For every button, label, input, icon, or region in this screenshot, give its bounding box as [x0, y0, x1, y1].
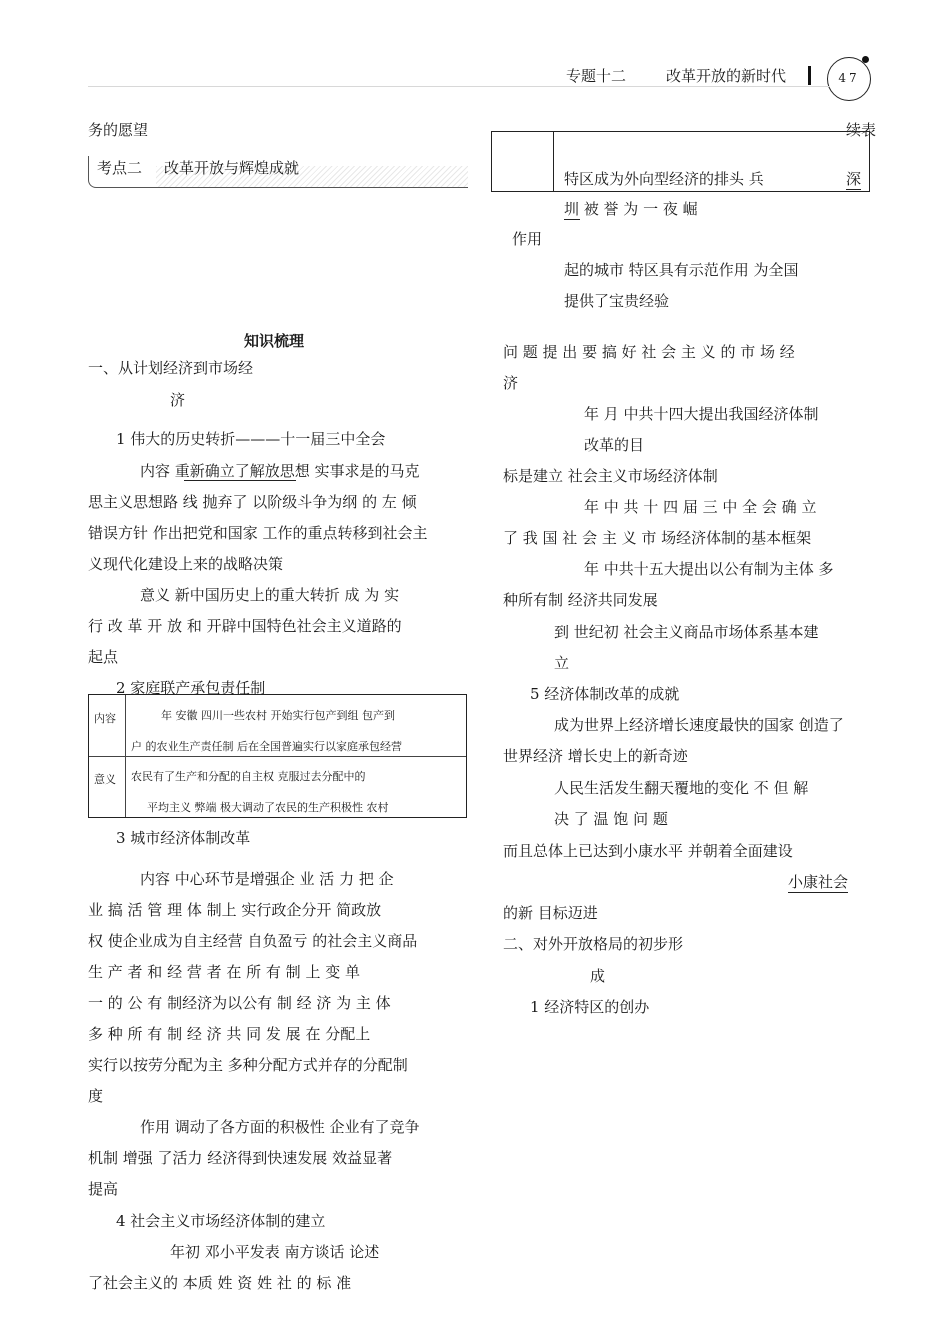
s4-title: 4 社会主义市场经济体制的建立 [116, 1212, 326, 1230]
box-line2: 圳 被 誉 为 一 夜 崛 [564, 200, 698, 218]
r-line10: 到 世纪初 社会主义商品市场体系基本建 [554, 623, 819, 641]
header-bar [808, 66, 811, 85]
table-row2-label: 意义 [94, 773, 116, 786]
table-row2-line2: 平均主义 弊端 极大调动了农民的生产积极性 农村 [147, 801, 389, 814]
header-topic: 专题十二 [566, 67, 627, 85]
s4-line1: 年初 邓小平发表 南方谈话 论述 [170, 1243, 380, 1261]
s4-line2: 了社会主义的 本质 姓 资 姓 社 的 标 准 [88, 1274, 352, 1292]
s1-line3: 错误方针 作出把党和国家 工作的重点转移到社会主 [88, 524, 428, 542]
r-line16: 而且总体上已达到小康水平 并朝着全面建设 [503, 842, 793, 860]
table-divider-v [125, 695, 126, 817]
r-line1: 问 题 提 出 要 搞 好 社 会 主 义 的 市 场 经 [503, 343, 795, 361]
kaodian-label: 考点二 [97, 159, 143, 177]
sec2-title-b: 成 [590, 967, 606, 985]
box-label: 作用 [512, 230, 543, 248]
s1-line5: 意义 新中国历史上的重大转折 成 为 实 [140, 586, 400, 604]
r-line6: 年 中 共 十 四 届 三 中 全 会 确 立 [584, 498, 817, 516]
r-line12: 成为世界上经济增长速度最快的国家 创造了 [554, 716, 844, 734]
table-row1-label: 内容 [94, 712, 116, 725]
s3-line10: 机制 增强 了活力 经济得到快速发展 效益显著 [88, 1149, 393, 1167]
s1-line6: 行 改 革 开 放 和 开辟中国特色社会主义道路的 [88, 617, 402, 635]
kaodian-title: 改革开放与辉煌成就 [164, 159, 300, 177]
r-line5: 标是建立 社会主义市场经济体制 [503, 467, 718, 485]
continued-table-divider [553, 132, 554, 191]
page-number-dot [862, 56, 869, 63]
s3-line6: 多 种 所 有 制 经 济 共 同 发 展 在 分配上 [88, 1025, 371, 1043]
s3-line7: 实行以按劳分配为主 多种分配方式并存的分配制 [88, 1056, 408, 1074]
box-line1: 特区成为外向型经济的排头 兵 [564, 170, 764, 188]
s1-line4: 义现代化建设上来的战略决策 [88, 555, 284, 573]
s2-title: 2 家庭联产承包责任制 [116, 679, 266, 697]
s3-line4: 生 产 者 和 经 营 者 在 所 有 制 上 变 单 [88, 963, 360, 981]
table-divider-h [89, 756, 466, 757]
s1-title: 1 伟大的历史转折———十一届三中全会 [116, 430, 386, 448]
intro-text: 务的愿望 [88, 121, 149, 139]
s3-title: 3 城市经济体制改革 [116, 829, 251, 847]
r-line8: 年 中共十五大提出以公有制为主体 多 [584, 560, 834, 578]
section-heading: 知识梳理 [244, 332, 305, 350]
r-line17: 小康社会 [788, 873, 849, 891]
box-line3: 起的城市 特区具有示范作用 为全国 [564, 261, 799, 279]
r-line14: 人民生活发生翻天覆地的变化 不 但 解 [554, 779, 809, 797]
sec1-title-b: 济 [170, 391, 186, 409]
s3-line1: 内容 中心环节是增强企 业 活 力 把 企 [140, 870, 394, 888]
table-row1-line1: 年 安徽 四川一些农村 开始实行包产到组 包产到 [161, 709, 395, 722]
s6-title: 1 经济特区的创办 [530, 998, 650, 1016]
s3-line11: 提高 [88, 1180, 119, 1198]
s3-line8: 度 [88, 1087, 104, 1105]
responsibility-table [88, 694, 467, 818]
r-line3: 年 月 中共十四大提出我国经济体制 [584, 405, 819, 423]
box-line1-right: 深 [846, 170, 862, 188]
sec2-title-a: 二、对外开放格局的初步形 [503, 935, 684, 953]
r-line13: 世界经济 增长史上的新奇迹 [503, 747, 688, 765]
r-line4: 改革的目 [584, 436, 645, 454]
s3-line2: 业 搞 活 管 理 体 制上 实行政企分开 简政放 [88, 901, 382, 919]
table-row1-line2: 户 的农业生产责任制 后在全国普遍实行以家庭承包经营 [131, 740, 402, 753]
header-rule [88, 86, 830, 87]
s5-title: 5 经济体制改革的成就 [530, 685, 680, 703]
underline [184, 480, 296, 481]
continued-label: 续表 [846, 121, 877, 139]
r-line15: 决 了 温 饱 问 题 [554, 810, 668, 828]
r-line11: 立 [554, 654, 570, 672]
r-line7: 了 我 国 社 会 主 义 市 场经济体制的基本框架 [503, 529, 812, 547]
s1-line1: 内容 重新确立了解放思想 实事求是的马克 [140, 462, 420, 480]
r-line18: 的新 目标迈进 [503, 904, 598, 922]
box-line4: 提供了宝贵经验 [564, 292, 670, 310]
s3-line5: 一 的 公 有 制经济为以公有 制 经 济 为 主 体 [88, 994, 391, 1012]
r-line9: 种所有制 经济共同发展 [503, 591, 658, 609]
s3-line3: 权 使企业成为自主经营 自负盈亏 的社会主义商品 [88, 932, 418, 950]
page-number: 47 [838, 71, 860, 85]
table-row2-line1: 农民有了生产和分配的自主权 克服过去分配中的 [131, 770, 366, 783]
s3-line9: 作用 调动了各方面的积极性 企业有了竞争 [140, 1118, 420, 1136]
underline [564, 219, 580, 220]
sec1-title-a: 一、从计划经济到市场经 [88, 359, 254, 377]
header-title: 改革开放的新时代 [666, 67, 787, 85]
s1-line2: 思主义思想路 线 抛弃了 以阶级斗争为纲 的 左 倾 [88, 493, 417, 511]
r-line2: 济 [503, 374, 519, 392]
s1-line7: 起点 [88, 648, 119, 666]
